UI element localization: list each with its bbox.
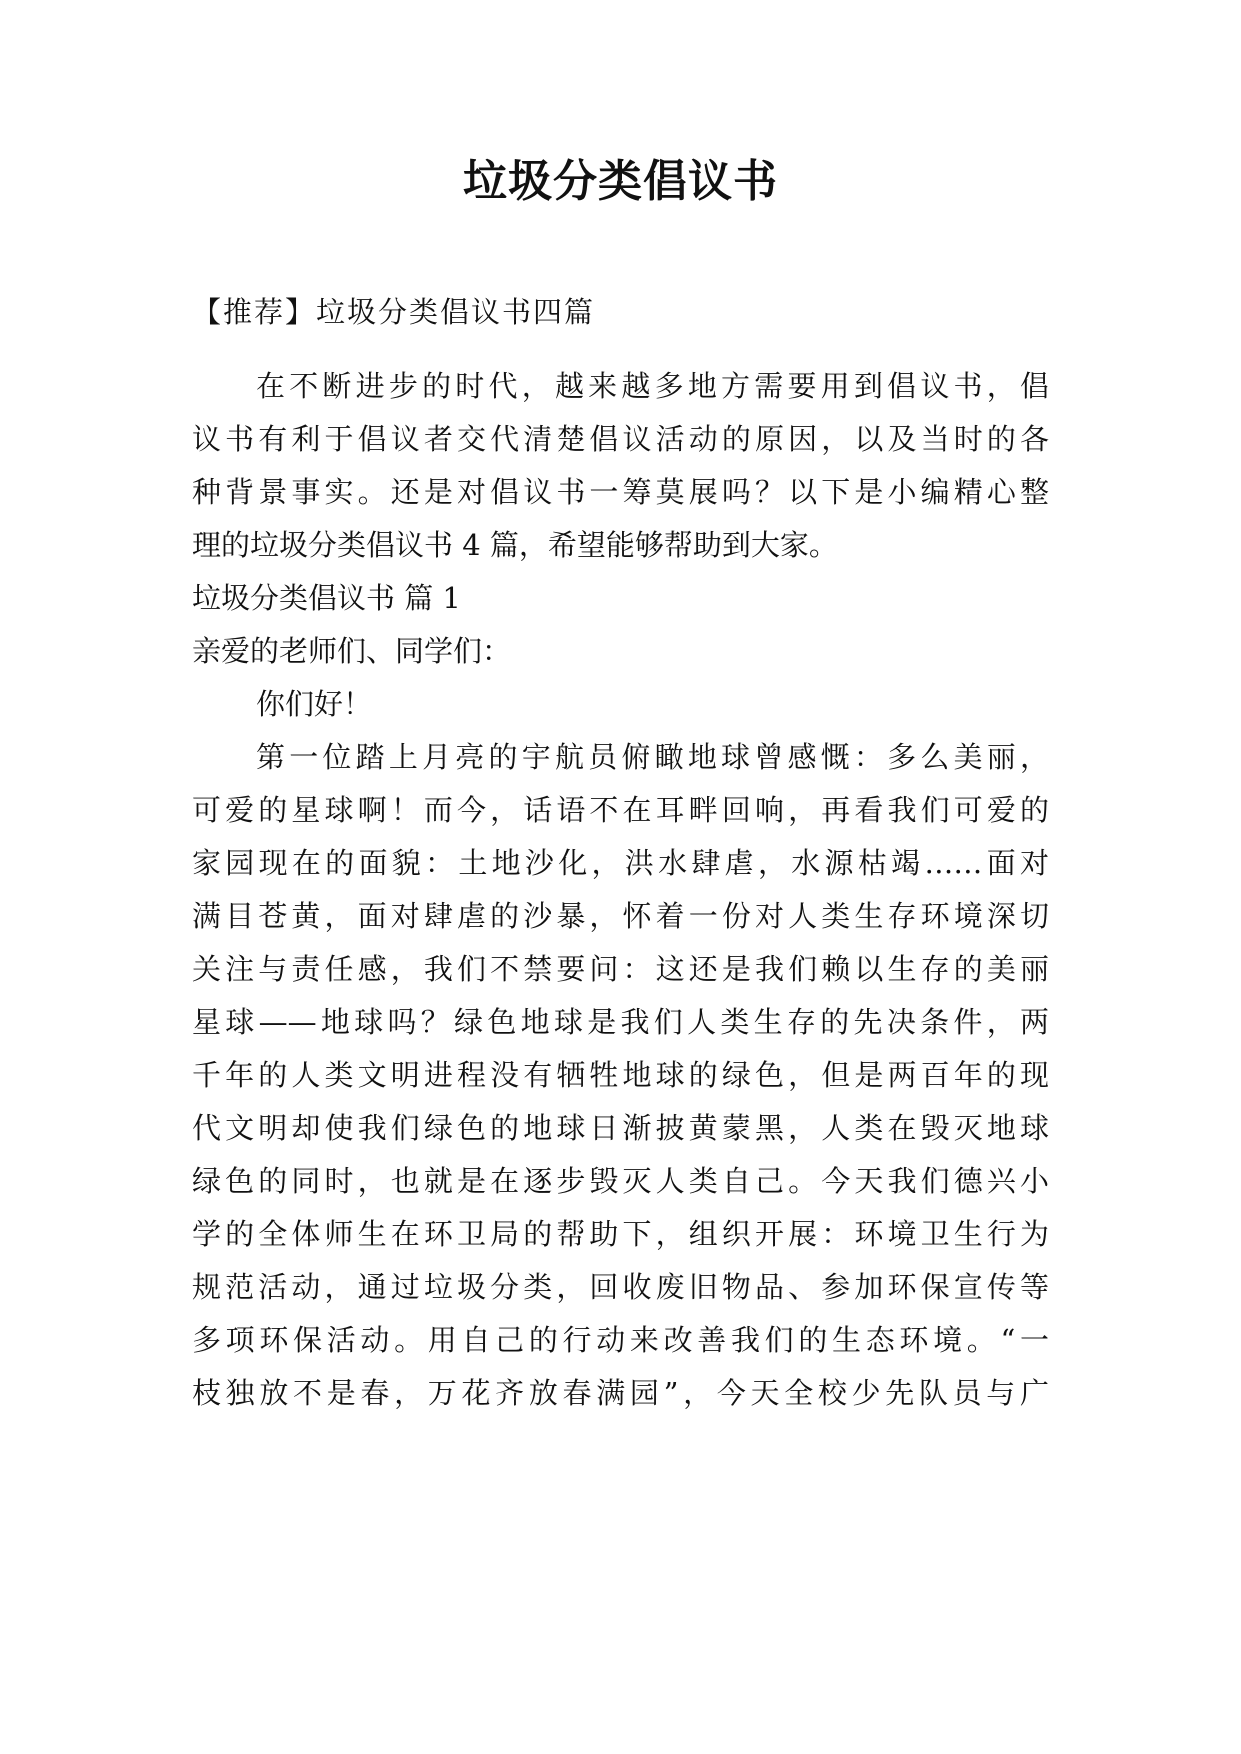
paragraph-line: 规范活动，通过垃圾分类，回收废旧物品、参加环保宣传等 <box>192 1270 1049 1304</box>
paragraph-line: 议书有利于倡议者交代清楚倡议活动的原因，以及当时的各 <box>192 422 1049 456</box>
document-title: 垃圾分类倡议书 <box>463 156 778 207</box>
salutation: 亲爱的老师们、同学们： <box>192 634 512 668</box>
paragraph-line: 多项环保活动。用自己的行动来改善我们的生态环境。“一 <box>192 1323 1049 1357</box>
paragraph-line: 枝独放不是春，万花齐放春满园”，今天全校少先队员与广 <box>192 1376 1049 1410</box>
section-heading: 垃圾分类倡议书 篇 1 <box>192 581 461 615</box>
paragraph-line: 千年的人类文明进程没有牺牲地球的绿色，但是两百年的现 <box>192 1058 1049 1092</box>
paragraph-line: 绿色的同时，也就是在逐步毁灭人类自己。今天我们德兴小 <box>192 1164 1049 1198</box>
paragraph-line: 种背景事实。还是对倡议书一筹莫展吗？以下是小编精心整 <box>192 475 1049 509</box>
paragraph-line: 可爱的星球啊！而今，话语不在耳畔回响，再看我们可爱的 <box>192 793 1049 827</box>
paragraph-line: 星球——地球吗？绿色地球是我们人类生存的先决条件，两 <box>192 1005 1049 1039</box>
greeting: 你们好！ <box>256 687 373 721</box>
paragraph-line: 第一位踏上月亮的宇航员俯瞰地球曾感慨：多么美丽， <box>256 740 1049 774</box>
paragraph-line: 满目苍黄，面对肆虐的沙暴，怀着一份对人类生存环境深切 <box>192 899 1049 933</box>
document-subtitle: 【推荐】垃圾分类倡议书四篇 <box>192 295 596 329</box>
paragraph-line: 学的全体师生在环卫局的帮助下，组织开展：环境卫生行为 <box>192 1217 1049 1251</box>
paragraph-line: 家园现在的面貌：土地沙化，洪水肆虐，水源枯竭……面对 <box>192 846 1049 880</box>
paragraph-line: 关注与责任感，我们不禁要问：这还是我们赖以生存的美丽 <box>192 952 1049 986</box>
paragraph-line: 代文明却使我们绿色的地球日渐披黄蒙黑，人类在毁灭地球 <box>192 1111 1049 1145</box>
paragraph-line: 在不断进步的时代，越来越多地方需要用到倡议书，倡 <box>256 369 1049 403</box>
paragraph-line: 理的垃圾分类倡议书 4 篇，希望能够帮助到大家。 <box>192 528 838 562</box>
